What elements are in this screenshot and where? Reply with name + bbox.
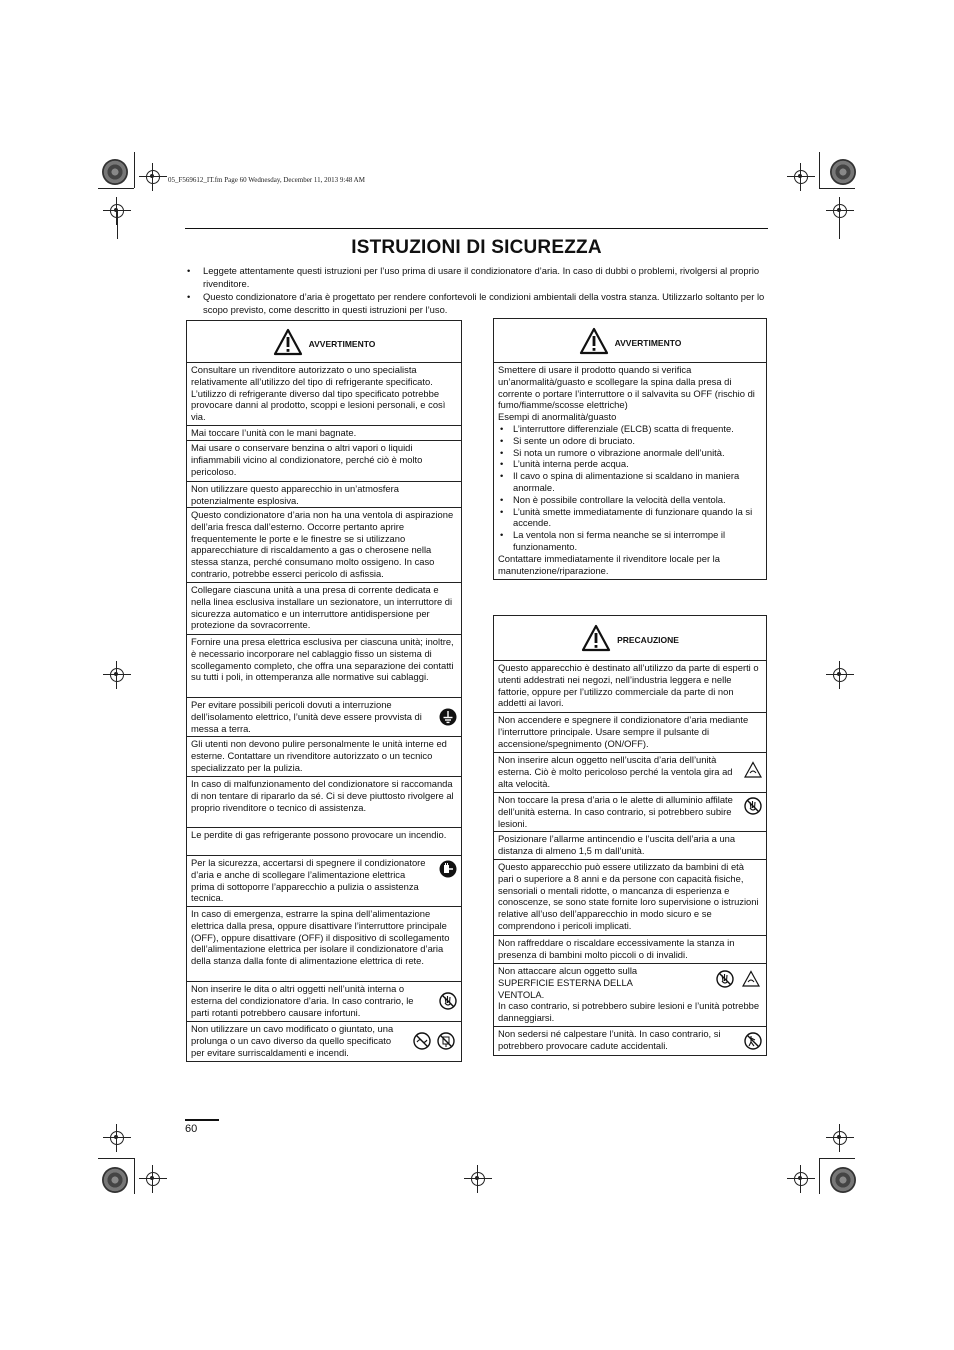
trim-line bbox=[819, 1158, 855, 1159]
registration-disc bbox=[830, 159, 856, 185]
warning-triangle-icon bbox=[581, 624, 611, 652]
table-header bbox=[187, 321, 461, 363]
row-text: Non attaccare alcun oggetto sulla SUPERFICIE ESTERNA DELLA VENTOLA. bbox=[498, 965, 638, 1000]
table-row bbox=[187, 828, 461, 856]
page-number: 60 bbox=[185, 1123, 198, 1135]
row-text: Non accendere e spegnere il condizionatore d’aria mediante l’interruttore principale. Usare sempre il pulsante di accensione/spegnimento (ON/OFF). bbox=[498, 714, 749, 749]
no-step-icon bbox=[744, 1032, 762, 1050]
row-text: In caso contrario, si potrebbero subire lesioni e l’unità potrebbe danneggiarsi. bbox=[498, 1000, 760, 1024]
header-label: PRECAUZIONE bbox=[617, 635, 679, 645]
registration-disc bbox=[102, 159, 128, 185]
table-row bbox=[187, 1022, 461, 1061]
crop-mark bbox=[826, 661, 854, 689]
row-text: Non raffreddare o riscaldare eccessivamente la stanza in presenza di bambini molto piccoli o di invalidi. bbox=[498, 937, 735, 960]
row-text: Non utilizzare questo apparecchio in un’atmosfera potenzialmente esplosiva. bbox=[191, 483, 399, 506]
page-title: ISTRUZIONI DI SICUREZZA bbox=[351, 237, 602, 258]
crop-mark bbox=[826, 197, 854, 225]
table-row bbox=[494, 753, 766, 793]
page-number-rule bbox=[185, 1119, 219, 1121]
unplug-icon bbox=[439, 860, 457, 878]
trim-line bbox=[839, 211, 840, 239]
trim-line bbox=[819, 1158, 820, 1194]
list-item: • L’interruttore differenziale (ELCB) scatta di frequente. bbox=[498, 423, 762, 435]
no-extension-icon bbox=[437, 1032, 455, 1050]
file-header-note: 05_F569612_IT.fm Page 60 Wednesday, December 11, 2013 9:48 AM bbox=[168, 176, 365, 184]
intro-list bbox=[185, 265, 768, 317]
crop-mark bbox=[103, 1124, 131, 1152]
table-row bbox=[494, 793, 766, 832]
row-text: Gli utenti non devono pulire personalmente le unità interne ed esterne. Contattare un rivenditore autorizzato o un tecnico specializzato per la pulizia. bbox=[191, 738, 447, 773]
trim-line bbox=[819, 188, 855, 189]
table-row bbox=[187, 982, 461, 1022]
trim-line bbox=[98, 188, 134, 189]
row-text: Per la sicurezza, accertarsi di spegnere il condizionatore d’aria e anche di scollegare l’alimentazione elettrica prima di sottoporre l’apparecchio a pulizia o assistenza tecnica. bbox=[191, 857, 426, 904]
examples-label: Esempi di anormalità/guasto bbox=[498, 411, 617, 423]
row-text: In caso di emergenza, estrarre la spina dell’alimentazione elettrica dalla presa, oppure disattivare l’interruttore principale (OFF), oppure disattivare (OFF) il dispositivo di scollegamento dell’alimentazione elettrica per isolare il condizionatore d’aria della stanza dalla fonte di alimentazione elettrica di rete. bbox=[191, 908, 450, 967]
list-item: • Si nota un rumore o vibrazione anormale dell’unità. bbox=[498, 447, 762, 459]
row-text: Questo apparecchio può essere utilizzato da bambini di età pari o superiore a 8 anni e da persone con capacità fisiche, sensoriali o mentali ridotte, o mancanza di esperienza e conoscenze, se sono state fornite loro supervisione o istruzioni relative all’uso dell’apparecchio in modo sicuro e se comprendono i pericoli implicati. bbox=[498, 861, 759, 931]
warning-triangle-icon bbox=[273, 328, 303, 356]
table-row bbox=[187, 441, 461, 482]
examples-list bbox=[498, 423, 762, 553]
table-row bbox=[187, 508, 461, 583]
table-row bbox=[187, 583, 461, 635]
row-text: Non utilizzare un cavo modificato o giuntato, una prolunga o un cavo diverso da quello specificato per evitare surriscaldamenti e incendi. bbox=[191, 1023, 394, 1058]
crop-mark bbox=[103, 661, 131, 689]
table-row bbox=[494, 1027, 766, 1055]
table-row bbox=[494, 713, 766, 753]
row-text: Le perdite di gas refrigerante possono provocare un incendio. bbox=[191, 829, 447, 840]
header-label: AVVERTIMENTO bbox=[614, 337, 682, 348]
warning-table-left bbox=[186, 320, 462, 1062]
table-row bbox=[187, 907, 461, 982]
no-splice-icon bbox=[413, 1032, 431, 1050]
row-text: Non sedersi né calpestare l’unità. In caso contrario, si potrebbero provocare cadute accidentali. bbox=[498, 1028, 721, 1051]
row-text: Mai toccare l’unità con le mani bagnate. bbox=[191, 427, 357, 438]
list-item: • La ventola non si ferma neanche se si interrompe il funzionamento. bbox=[498, 529, 762, 553]
table-row bbox=[494, 661, 766, 713]
row-text: Collegare ciascuna unità a una presa di corrente dedicata e nella linea esclusiva installare un sezionatore, un interruttore di sicurezza automatico e un interruttore antidispersione per protezione da sovracorrente. bbox=[191, 584, 453, 631]
caution-table bbox=[493, 615, 767, 1056]
table-row bbox=[494, 936, 766, 964]
caution-icon bbox=[742, 970, 760, 988]
crop-mark bbox=[139, 163, 167, 191]
crop-mark bbox=[139, 1165, 167, 1193]
caution-icon bbox=[744, 761, 762, 779]
table-row bbox=[187, 482, 461, 508]
list-item: • L’unità interna perde acqua. bbox=[498, 458, 762, 470]
row-text: Questo condizionatore d’aria non ha una ventola di aspirazione dell’aria fresca dall’esterno. Occorre pertanto aprire frequentemente le porte e le finestre se si utilizzano apparecchiature di riscaldamento a gas o cherosene nella stessa stanza, perché consumano molto ossigeno. In caso contrario, potrebbe esserci pericolo di asfissia. bbox=[191, 509, 454, 579]
crop-mark bbox=[826, 1124, 854, 1152]
list-item: • L’unità smette immediatamente di funzionare quando la si accende. bbox=[498, 506, 762, 530]
row-text: Posizionare l’allarme antincendio e l’uscita dell’aria a una distanza di almeno 1,5 m dall’unità. bbox=[498, 833, 736, 856]
warning-table-right bbox=[493, 318, 767, 580]
trim-line bbox=[98, 1158, 134, 1159]
trim-line bbox=[819, 152, 820, 188]
trim-line bbox=[134, 1158, 135, 1194]
table-row bbox=[187, 363, 461, 426]
table-row bbox=[494, 832, 766, 860]
row-text: Contattare immediatamente il rivenditore locale per la manutenzione/riparazione. bbox=[498, 552, 720, 576]
row-text: Consultare un rivenditore autorizzato o uno specialista relativamente all’utilizzo del tipo di refrigerante specificato. L’utilizzo di refrigerante diverso dal tipo specificato potrebbe provocare danni al prodotto, scoppi e lesioni personali, e così via. bbox=[191, 364, 446, 423]
warning-triangle-icon bbox=[579, 327, 609, 355]
table-row bbox=[187, 698, 461, 737]
row-text: In caso di malfunzionamento del condizionatore si raccomanda di non tentare di ripararlo da sé. Ci si deve piuttosto rivolgere al proprio rivenditore o tecnico di assistenza. bbox=[191, 778, 454, 813]
list-item: • Si sente un odore di bruciato. bbox=[498, 435, 762, 447]
row-text: Fornire una presa elettrica esclusiva per ciascuna unità; inoltre, è necessario incorporare nel cablaggio fisso un sistema di scollegamento completo, che offra una separazione dei contatti su tutti i poli, in ottemperanza alle normative sui cablaggi. bbox=[191, 636, 454, 683]
header-label: AVVERTIMENTO bbox=[308, 338, 376, 349]
list-item: • Il cavo o spina di alimentazione si scaldano in maniera anormale. bbox=[498, 470, 762, 494]
intro-item: • Leggete attentamente questi istruzioni per l’uso prima di usare il condizionatore d’aria. In caso di dubbi o problemi, rivolgersi al proprio rivenditore. bbox=[185, 265, 768, 290]
table-row bbox=[494, 860, 766, 936]
table-row bbox=[187, 426, 461, 441]
table-row bbox=[494, 363, 766, 579]
registration-disc bbox=[830, 1167, 856, 1193]
row-text: Non toccare la presa d’aria o le alette di alluminio affilate dell’unità esterna. In caso contrario, si potrebbero subire lesioni. bbox=[498, 794, 733, 829]
ground-icon bbox=[439, 708, 457, 726]
crop-mark bbox=[464, 1165, 492, 1193]
table-row bbox=[187, 856, 461, 907]
no-touch-icon bbox=[744, 797, 762, 815]
row-text: Non inserire alcun oggetto nell’uscita d’aria dell’unità esterna. Ciò è molto pericoloso perché la ventola gira ad alta velocità. bbox=[498, 754, 733, 789]
table-header bbox=[494, 319, 766, 363]
table-header bbox=[494, 616, 766, 661]
no-touch-icon bbox=[716, 970, 734, 988]
table-row bbox=[187, 777, 461, 828]
crop-mark bbox=[787, 1165, 815, 1193]
row-text: Non inserire le dita o altri oggetti nell’unità interna o esterna del condizionatore d’aria. In caso contrario, le parti rotanti potrebbero causare infortuni. bbox=[191, 983, 414, 1018]
intro-item: • Questo condizionatore d’aria è progettato per rendere confortevoli le condizioni ambientali della vostra stanza. Utilizzarlo soltanto per lo scopo previsto, come descritto in questi istruzioni per l’uso. bbox=[185, 291, 768, 316]
trim-line bbox=[134, 152, 135, 188]
table-row bbox=[187, 635, 461, 698]
no-touch-icon bbox=[439, 992, 457, 1010]
row-text: Per evitare possibili pericoli dovuti a interruzione dell’isolamento elettrico, l’unità deve essere provvista di messa a terra. bbox=[191, 699, 422, 734]
crop-mark bbox=[787, 163, 815, 191]
title-rule bbox=[185, 228, 768, 229]
registration-disc bbox=[102, 1167, 128, 1193]
row-text: Mai usare o conservare benzina o altri vapori o liquidi infiammabili vicino al condizionatore, perché ciò è molto pericoloso. bbox=[191, 442, 423, 477]
trim-line bbox=[117, 211, 118, 239]
table-row bbox=[494, 964, 766, 1027]
list-item: • Non è possibile controllare la velocità della ventola. bbox=[498, 494, 762, 506]
table-row bbox=[187, 737, 461, 777]
row-text: Smettere di usare il prodotto quando si verifica un’anormalità/guasto e scollegare la spina dalla presa di corrente o portare l’interruttore o il salvavita su OFF (rischio di fumo/fiamme/scosse elettriche) bbox=[498, 364, 755, 411]
row-text: Questo apparecchio è destinato all’utilizzo da parte di esperti o utenti addestrati nei negozi, nell’industria leggera e nelle fattorie, oppure per l’utilizzo commerciale da parte di non addetti ai lavori. bbox=[498, 662, 759, 709]
